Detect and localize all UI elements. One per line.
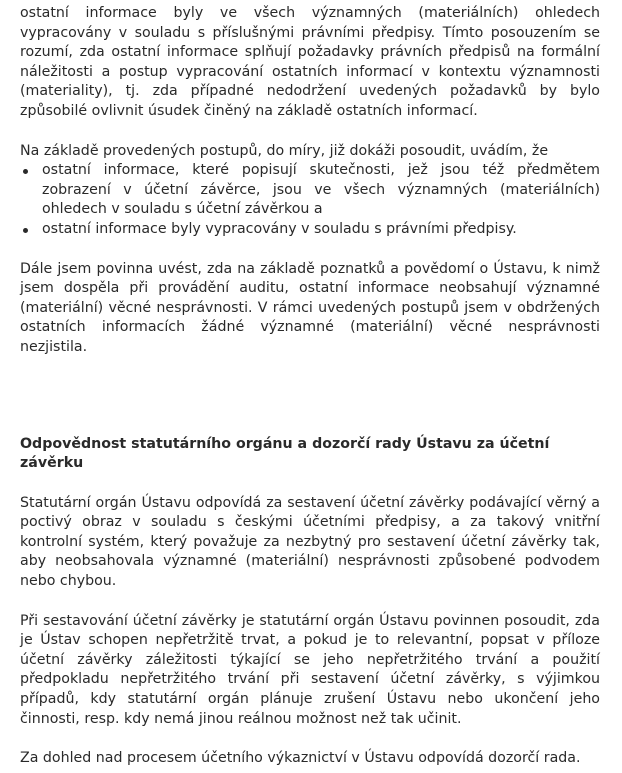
section-spacer bbox=[20, 358, 600, 435]
paragraph-other-information: ostatní informace byly ve všech významných (materiálních) ohledech vypracovány v souladu s příslušnými právními předpisy. Tímto posouzením se rozumí, zda ostatní informace splňují požadavky právních předpisů na formální náležitosti a postup vypracování ostatních informací v kontextu významnosti (materiality), tj. zda případné nedodržení uvedených požadavků by bylo způsobilé ovlivnit úsudek činěný na základě ostatních informací. bbox=[20, 5, 600, 119]
bullet-item-1: ostatní informace, které popisují skutečnosti, jež jsou též předmětem zobrazení v účetní závěrce, jsou ve všech významných (materiálních) ohledech v souladu s účetní závěrkou a bbox=[20, 161, 600, 220]
paragraph-statutory-body: Statutární orgán Ústavu odpovídá za sestavení účetní závěrky podávající věrný a poctivý obraz v souladu s českými účetními předpisy, a za takový vnitřní kontrolní systém, který považuje za nezbytný pro sestavení účetní závěrky tak, aby neobsahovala významné (materiální) nesprávnosti způsobené podvodem nebo chybou. bbox=[20, 494, 600, 590]
spacer bbox=[20, 729, 600, 749]
paragraph-procedures-intro: Na základě provedených postupů, do míry, již dokáži posoudit, uvádím, že bbox=[20, 142, 549, 159]
paragraph-going-concern: Při sestavování účetní závěrky je statutární orgán Ústavu povinnen posoudit, zda je Ústav schopen nepřetržitě trvat, a pokud je to relevantní, popsat v příloze účetní závěrky záležitosti týkající se jeho nepřetržitého trvání a použití předpokladu nepřetržitého trvání při sestavení účetní závěrky, s výjimkou případů, kdy statutární orgán plánuje zrušení Ústavu nebo ukončení jeho činnosti, resp. kdy nemá jinou reálnou možnost než tak učinit. bbox=[20, 612, 600, 727]
spacer bbox=[20, 474, 600, 494]
bullet-list bbox=[20, 161, 600, 239]
spacer bbox=[20, 592, 600, 612]
spacer bbox=[20, 122, 600, 142]
bullet-item-2: ostatní informace byly vypracovány v souladu s právními předpisy. bbox=[20, 220, 600, 240]
section-heading: Odpovědnost statutárního orgánu a dozorčí rady Ústavu za účetní závěrku bbox=[20, 435, 550, 472]
paragraph-supervisory-board: Za dohled nad procesem účetního výkaznictví v Ústavu odpovídá dozorčí rada. bbox=[20, 750, 581, 767]
spacer bbox=[20, 240, 600, 260]
paragraph-misstatements: Dále jsem povinna uvést, zda na základě poznatků a povědomí o Ústavu, k nimž jsem dospěla při provádění auditu, ostatní informace neobsahují významné (materiální) věcné nesprávnosti. V rámci uvedených postupů jsem v obdržených ostatních informacích žádné významné (materiální) věcné nesprávnosti nezjistila. bbox=[20, 260, 600, 355]
